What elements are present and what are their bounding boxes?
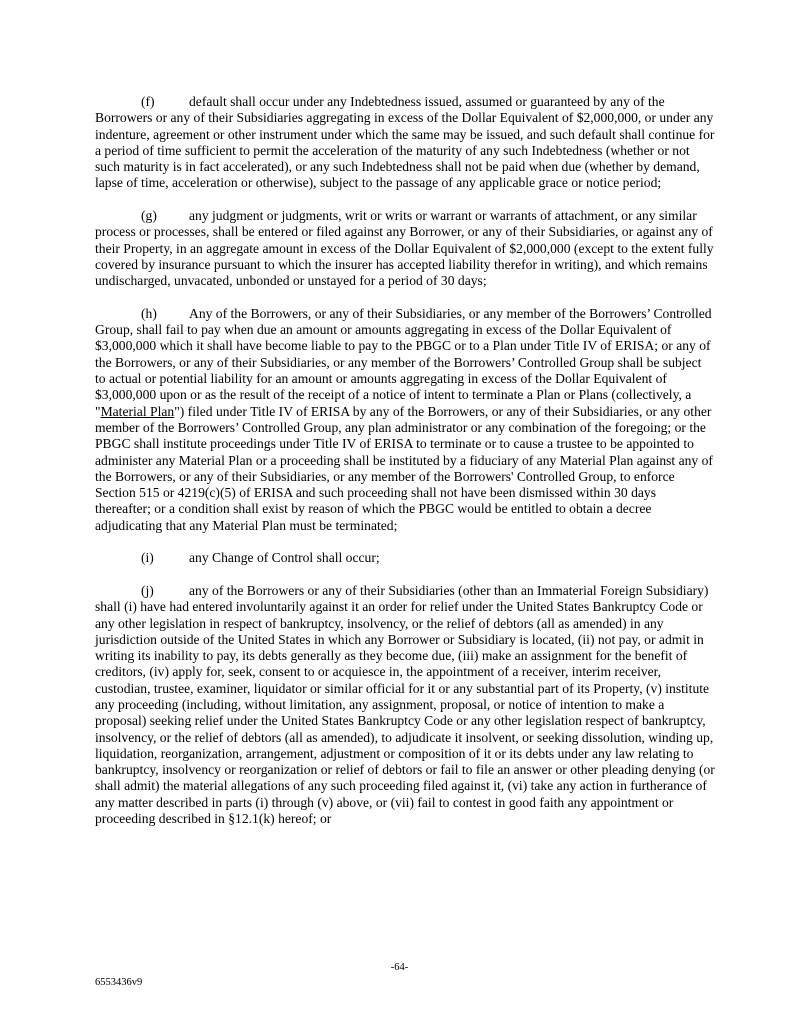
paragraph-label: (j) (141, 582, 154, 598)
paragraph-i (95, 550, 715, 566)
document-id: 6553436v9 (95, 977, 143, 988)
document-body (95, 94, 715, 844)
paragraph-label: (h) (141, 305, 157, 321)
page-number: -64- (390, 962, 409, 973)
paragraph-text: any judgment or judgments, writ or writs or warrant or warrants of attachment, or any similar process or processes, shall be entered or filed against any Borrower, or any of their Subsidiaries, or against any of their Property, in an aggregate amount in excess of the Dollar Equivalent of $2,000,000 (except to the extent fully covered by insurance pursuant to which the insurer has accepted liability therefor in writing), and which remains undischarged, unvacated, unbonded or unstayed for a period of 30 days; (95, 208, 714, 289)
paragraph-label: (i) (141, 550, 154, 566)
paragraph-h (95, 306, 715, 534)
paragraph-g (95, 208, 715, 289)
paragraph-label: (g) (141, 208, 157, 224)
paragraph-j (95, 583, 715, 827)
paragraph-text: default shall occur under any Indebtedness issued, assumed or guaranteed by any of the Borrowers or any of their Subsidiaries aggregating in excess of the Dollar Equivalent of $2,000,000, or under any indenture, agreement or other instrument under which the same may be issued, and such default shall continue for a period of time sufficient to permit the acceleration of the maturity of any such Indebtedness (whether or not such maturity is in fact accelerated), or any such Indebtedness shall not be paid when due (whether by demand, lapse of time, acceleration or otherwise), subject to the passage of any applicable grace or notice period; (95, 94, 715, 191)
paragraph-label: (f) (141, 94, 155, 109)
paragraph-text-before: Any of the Borrowers, or any of their Subsidiaries, or any member of the Borrowers’ Controlled Group, shall fail to pay when due an amount or amounts aggregating in excess of the Dollar Equivalent of $3,000,000 which it shall have become liable to pay to the PBGC or to a Plan under Title IV of ERISA; or any of the Borrowers, or any of their Subsidiaries, or any member of the Borrowers’ Controlled Group shall be subject to actual or potential liability for an amount or amounts aggregating in excess of the Dollar Equivalent of $3,000,000 upon or as the result of the receipt of a notice of intent to terminate a Plan or Plans (collectively, a " (95, 305, 712, 419)
defined-term-material-plan: Material Plan (100, 403, 175, 419)
paragraph-text: any of the Borrowers or any of their Subsidiaries (other than an Immaterial Foreign Subsidiary) shall (i) have had entered involuntarily against it an order for relief under the United States Bankruptcy Code or any other legislation in respect of bankruptcy, insolvency, or the relief of debtors (all as amended) in any jurisdiction outside of the United States in which any Borrower or Subsidiary is located, (ii) not pay, or admit in writing its inability to pay, its debts generally as they become due, (iii) make an assignment for the benefit of creditors, (iv) apply for, seek, consent to or acquiesce in, the appointment of a receiver, interim receiver, custodian, trustee, examiner, liquidator or similar official for it or any substantial part of its Property, (v) institute any proceeding (including, without limitation, any assignment, proposal, or notice of intention to make a proposal) seeking relief under the United States Bankruptcy Code or any other legislation respect of bankruptcy, insolvency, or the relief of debtors (all as amended), to adjudicate it insolvent, or seeking dissolution, winding up, liquidation, reorganization, arrangement, adjustment or composition of it or its debts under any law relating to bankruptcy, insolvency or reorganization or relief of debtors or fail to file an answer or other pleading denying (or shall admit) the material allegations of any such proceeding filed against it, (vi) take any action in furtherance of any matter described in parts (i) through (v) above, or (vii) fail to contest in good faith any appointment or proceeding described in §12.1(k) hereof; or (95, 582, 715, 827)
paragraph-text: any Change of Control shall occur; (189, 550, 380, 566)
paragraph-text-after: ") filed under Title IV of ERISA by any of the Borrowers, or any of their Subsidiaries, or any other member of the Borrowers’ Controlled Group, any plan administrator or any combination of the foregoing; or the PBGC shall institute proceedings under Title IV of ERISA to terminate or to cause a trustee to be appointed to administer any Material Plan or a proceeding shall be instituted by a fiduciary of any Material Plan against any of the Borrowers, or any of their Subsidiaries, or any member of the Borrowers' Controlled Group, to enforce Section 515 or 4219(c)(5) of ERISA and such proceeding shall not have been dismissed within 30 days thereafter; or a condition shall exist by reason of which the PBGC would be entitled to obtain a decree adjudicating that any Material Plan must be terminated; (95, 403, 713, 533)
paragraph-f (95, 94, 715, 192)
